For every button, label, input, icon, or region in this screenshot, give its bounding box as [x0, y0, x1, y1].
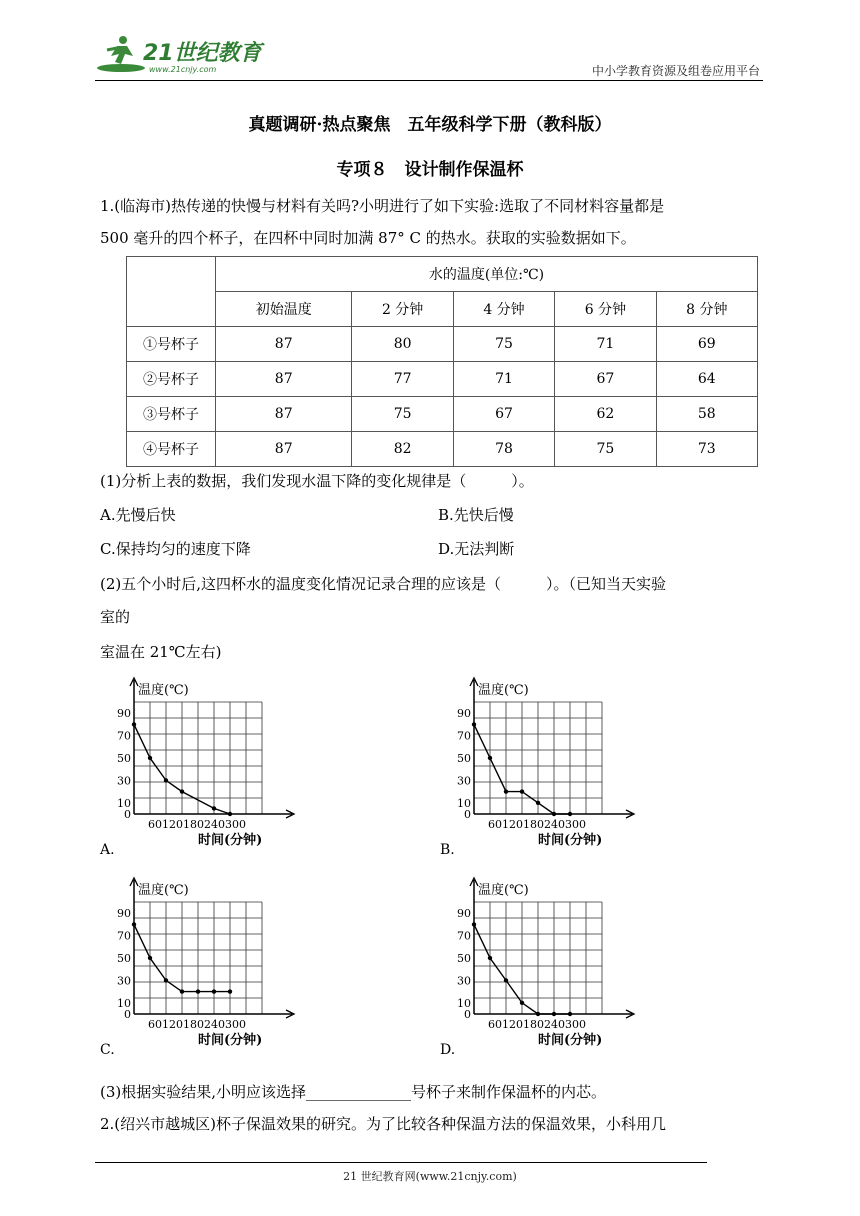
q1-stem-line2: 500 毫升的四个杯子，在四杯中同时加满 87° C 的热水。获取的实验数据如下。: [100, 229, 636, 247]
y-tick-label: 0: [124, 808, 131, 821]
row-label: ③号杯子: [127, 397, 216, 432]
table-cell: 75: [453, 327, 554, 362]
line-chart-svg: [438, 676, 668, 866]
y-tick-label: 50: [457, 752, 471, 765]
q1-sub2-line3: 室温在 21℃左右): [100, 643, 222, 661]
table-cell: 71: [453, 362, 554, 397]
y-tick-label: 70: [117, 729, 131, 743]
x-tick-labels: 60120180240300: [488, 1018, 586, 1031]
y-tick-label: 50: [457, 952, 471, 965]
col-header: 4 分钟: [453, 292, 554, 327]
data-point: [472, 722, 476, 726]
y-axis-label: 温度(℃): [138, 683, 189, 698]
q2-stem-line1: 2.(绍兴市越城区)杯子保温效果的研究。为了比较各种保温方法的保温效果，小科用几: [100, 1115, 667, 1133]
chart-option-label: C.: [100, 1042, 115, 1058]
col-header: 6 分钟: [555, 292, 656, 327]
table-cell: 67: [555, 362, 656, 397]
page-title: 真题调研·热点聚焦 五年级科学下册（教科版）: [248, 115, 612, 135]
x-axis-label: 时间(分钟): [198, 833, 263, 848]
y-tick-label: 50: [117, 752, 131, 765]
y-tick-label: 30: [457, 774, 471, 788]
y-tick-label: 30: [117, 974, 131, 988]
table-cell: 71: [555, 327, 656, 362]
table-cell: 77: [352, 362, 453, 397]
table-row: [127, 432, 758, 467]
data-point: [552, 1012, 556, 1016]
data-point: [148, 756, 152, 760]
y-tick-label: 0: [124, 1008, 131, 1021]
data-point: [504, 978, 508, 982]
y-axis-label: 温度(℃): [478, 683, 529, 698]
chart-option-label: D.: [440, 1042, 456, 1058]
row-label: ④号杯子: [127, 432, 216, 467]
x-axis-label: 时间(分钟): [198, 1033, 263, 1048]
y-tick-label: 90: [117, 707, 131, 721]
y-tick-label: 70: [457, 729, 471, 743]
footer-text: 21 世纪教育网(www.21cnjy.com): [343, 1170, 517, 1183]
col-header: 2 分钟: [352, 292, 453, 327]
row-label: ①号杯子: [127, 327, 216, 362]
data-point: [180, 989, 184, 993]
table-cell: 67: [453, 397, 554, 432]
option-d[interactable]: D.无法判断: [438, 540, 515, 558]
data-point: [148, 956, 152, 960]
data-point: [488, 956, 492, 960]
table-row: [127, 327, 758, 362]
platform-name: 中小学教育资源及组卷应用平台: [591, 64, 760, 78]
line-chart-svg: [98, 876, 328, 1066]
data-point: [472, 922, 476, 926]
data-point: [196, 989, 200, 993]
option-c[interactable]: C.保持均匀的速度下降: [100, 540, 251, 558]
y-tick-label: 10: [457, 996, 471, 1010]
option-b[interactable]: B.先快后慢: [438, 506, 514, 524]
q1-sub1: (1)分析上表的数据，我们发现水温下降的变化规律是（ ）。: [100, 472, 534, 490]
table-cell: 75: [555, 432, 656, 467]
data-point: [212, 989, 216, 993]
data-point: [536, 801, 540, 805]
chart-option-a[interactable]: [98, 676, 328, 866]
data-point: [520, 1001, 524, 1005]
y-axis-label: 温度(℃): [138, 883, 189, 898]
data-point: [132, 922, 136, 926]
y-tick-label: 10: [117, 996, 131, 1010]
logo: [95, 30, 265, 78]
svg-text:21世纪教育: 21世纪教育: [143, 41, 262, 66]
x-axis-label: 时间(分钟): [538, 1033, 603, 1048]
svg-text:www.21cnjy.com: www.21cnjy.com: [149, 65, 217, 74]
table-cell: 62: [555, 397, 656, 432]
data-point: [164, 778, 168, 782]
data-point: [228, 989, 232, 993]
runner-logo-icon: [95, 30, 265, 78]
data-point: [488, 756, 492, 760]
data-point: [132, 722, 136, 726]
table-cell: 75: [352, 397, 453, 432]
x-axis-label: 时间(分钟): [538, 833, 603, 848]
col-header: 初始温度: [216, 292, 352, 327]
table-cell: 80: [352, 327, 453, 362]
table-cell: 73: [656, 432, 757, 467]
q1-sub3: (3)根据实验结果,小明应该选择______________号杯子来制作保温杯的内芯。: [100, 1083, 607, 1101]
data-point: [568, 1012, 572, 1016]
line-chart-svg: [98, 676, 328, 866]
data-point: [228, 812, 232, 816]
data-point: [552, 812, 556, 816]
y-tick-label: 70: [117, 929, 131, 943]
table-corner: [127, 257, 216, 327]
data-point: [536, 1012, 540, 1016]
chart-option-label: B.: [440, 842, 455, 858]
table-cell: 64: [656, 362, 757, 397]
y-tick-label: 30: [457, 974, 471, 988]
table-cell: 69: [656, 327, 757, 362]
table-cell: 82: [352, 432, 453, 467]
table-group-header: 水的温度(单位:℃): [216, 257, 758, 292]
y-tick-label: 30: [117, 774, 131, 788]
y-tick-label: 70: [457, 929, 471, 943]
table-cell: 58: [656, 397, 757, 432]
chart-option-c[interactable]: [98, 876, 328, 1066]
q1-sub2-line2: 室的: [100, 608, 131, 626]
section-title: 专项８ 设计制作保温杯: [336, 160, 524, 180]
x-tick-labels: 60120180240300: [488, 818, 586, 831]
data-point: [164, 978, 168, 982]
header-divider: [95, 80, 763, 81]
data-point: [568, 812, 572, 816]
row-label: ②号杯子: [127, 362, 216, 397]
data-point: [212, 806, 216, 810]
y-tick-label: 50: [117, 952, 131, 965]
table-cell: 87: [216, 432, 352, 467]
chart-option-b[interactable]: [438, 676, 668, 866]
footer-divider: [95, 1162, 707, 1163]
table-row: [127, 397, 758, 432]
y-tick-label: 90: [117, 907, 131, 921]
x-tick-labels: 60120180240300: [148, 818, 246, 831]
y-tick-label: 0: [464, 808, 471, 821]
data-point: [520, 789, 524, 793]
y-tick-label: 10: [117, 796, 131, 810]
y-tick-label: 90: [457, 907, 471, 921]
table-cell: 87: [216, 397, 352, 432]
y-axis-label: 温度(℃): [478, 883, 529, 898]
y-tick-label: 90: [457, 707, 471, 721]
line-chart-svg: [438, 876, 668, 1066]
table-row: [127, 362, 758, 397]
col-header: 8 分钟: [656, 292, 757, 327]
chart-option-label: A.: [100, 842, 115, 858]
temperature-table: [126, 256, 758, 467]
data-point: [504, 789, 508, 793]
table-cell: 87: [216, 327, 352, 362]
chart-option-d[interactable]: [438, 876, 668, 1066]
y-tick-label: 0: [464, 1008, 471, 1021]
table-cell: 78: [453, 432, 554, 467]
y-tick-label: 10: [457, 796, 471, 810]
option-a[interactable]: A.先慢后快: [100, 506, 176, 524]
data-point: [180, 789, 184, 793]
x-tick-labels: 60120180240300: [148, 1018, 246, 1031]
q1-sub2-line1: (2)五个小时后,这四杯水的温度变化情况记录合理的应该是（ ）。（已知当天实验: [100, 575, 667, 593]
table-cell: 87: [216, 362, 352, 397]
q1-stem-line1: 1.(临海市)热传递的快慢与材料有关吗?小明进行了如下实验:选取了不同材料容量都是: [100, 197, 665, 215]
